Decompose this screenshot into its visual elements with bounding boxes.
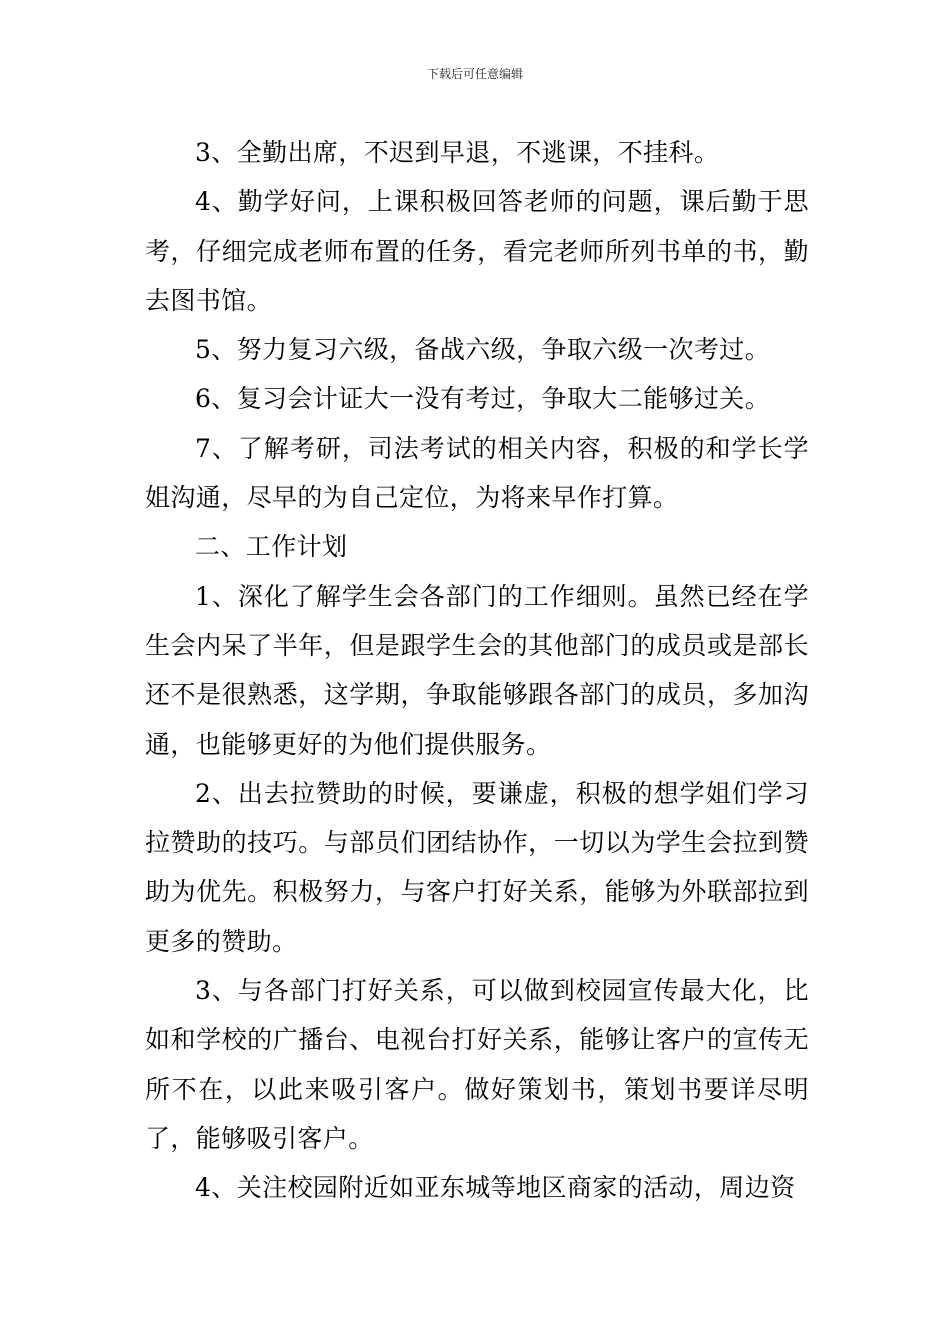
paragraph-accounting-cert: 6、复习会计证大一没有考过，争取大二能够过关。 (195, 384, 771, 414)
paragraph-cet6: 5、努力复习六级，备战六级，争取六级一次考过。 (195, 335, 771, 365)
paragraph-sponsorship: 2、出去拉赞助的时候，要谦虚，积极的想学姐们学习拉赞助的技巧。与部员们团结协作，一切以为学生会拉到赞助为优先。积极努力，与客户打好关系，能够为外联部拉到更多的赞助。 (145, 778, 809, 956)
paragraph-merchant-activities: 4、关注校园附近如亚东城等地区商家的活动，周边资 (195, 1173, 796, 1203)
paragraph-attendance: 3、全勤出席，不迟到早退，不逃课，不挂科。 (195, 138, 720, 167)
document-body (145, 128, 809, 1213)
section-heading-work-plan: 二、工作计划 (195, 532, 348, 562)
paragraph-campus-publicity: 3、与各部门打好关系，可以做到校园宣传最大化，比如和学校的广播台、电视台打好关系，能够让客户的宣传无所不在，以此来吸引客户。做好策划书，策划书要详尽明了，能够吸引客户。 (145, 976, 809, 1153)
paragraph-department-rules: 1、深化了解学生会各部门的工作细则。虽然已经在学生会内呆了半年，但是跟学生会的其他部门的成员或是部长还不是很熟悉，这学期，争取能够跟各部门的成员，多加沟通，也能够更好的为他们提供服务。 (145, 581, 809, 759)
paragraph-study-habits: 4、勤学好问，上课积极回答老师的问题，课后勤于思考，仔细完成老师布置的任务，看完老师所列书单的书，勤去图书馆。 (145, 187, 809, 315)
paragraph-postgrad-exam: 7、了解考研，司法考试的相关内容，积极的和学长学姐沟通，尽早的为自己定位，为将来早作打算。 (145, 433, 809, 513)
page-header-note: 下载后可任意编辑 (426, 67, 523, 81)
